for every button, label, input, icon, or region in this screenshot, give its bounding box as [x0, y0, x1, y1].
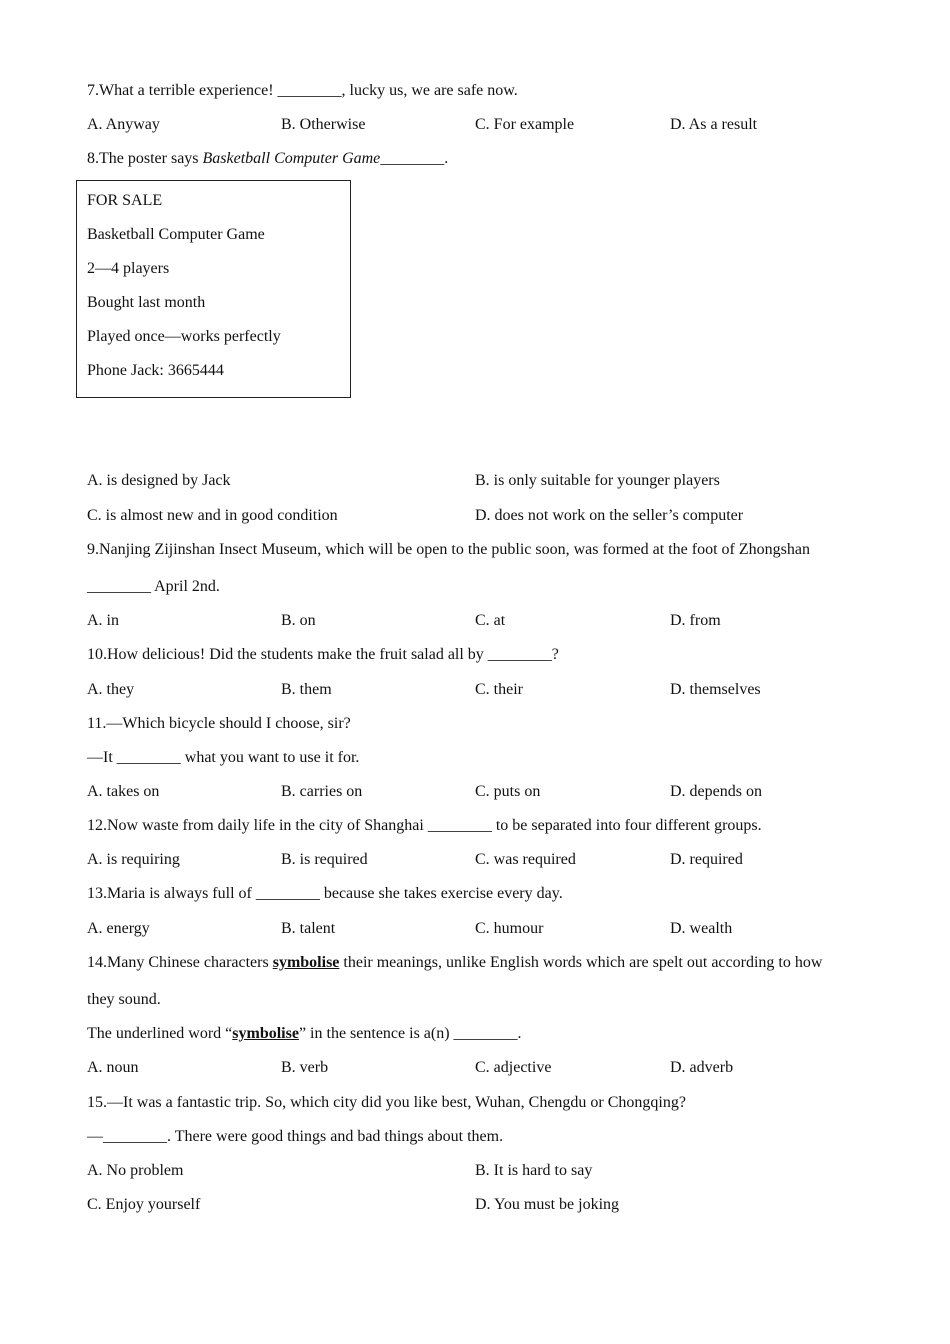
q9-option-a: A. in	[87, 612, 119, 629]
q8-option-b: B. is only suitable for younger players	[475, 472, 720, 489]
q7-option-c: C. For example	[475, 116, 575, 133]
q14-stem-post: their meanings, unlike English words which are spelt out according to how	[339, 954, 823, 971]
q11-option-a: A. takes on	[87, 783, 160, 800]
q8-stem-italic: Basketball Computer Game	[202, 150, 381, 167]
poster-line: FOR SALE	[87, 192, 163, 209]
q13-option-d: D. wealth	[670, 920, 733, 937]
question-14-stem-2: they sound.	[87, 991, 161, 1008]
q9-option-c: C. at	[475, 612, 506, 629]
q14-question-pre: The underlined word “	[87, 1025, 233, 1042]
poster-line: Basketball Computer Game	[87, 226, 265, 243]
q14-question-post: ” in the sentence is a(n) ________.	[298, 1025, 522, 1042]
poster-line: Played once—works perfectly	[87, 328, 281, 345]
q15-option-b: B. It is hard to say	[475, 1162, 593, 1179]
poster-line: 2—4 players	[87, 260, 170, 277]
question-10-stem: 10.How delicious! Did the students make the fruit salad all by ________?	[87, 646, 559, 663]
question-11-stem-2: —It ________ what you want to use it for.	[87, 749, 360, 766]
question-15-stem-2: —________. There were good things and bad things about them.	[87, 1128, 504, 1145]
q9-option-b: B. on	[281, 612, 316, 629]
q14-option-d: D. adverb	[670, 1059, 734, 1076]
q14-stem-pre: 14.Many Chinese characters	[87, 954, 273, 971]
question-12-stem: 12.Now waste from daily life in the city of Shanghai ________ to be separated into four different groups.	[87, 817, 762, 834]
for-sale-poster	[76, 180, 351, 398]
question-14-question	[87, 1024, 522, 1044]
q12-option-b: B. is required	[281, 851, 368, 868]
poster-line: Bought last month	[87, 294, 206, 311]
q13-option-a: A. energy	[87, 920, 150, 937]
question-7-stem: 7.What a terrible experience! ________, lucky us, we are safe now.	[87, 82, 518, 99]
q15-option-a: A. No problem	[87, 1162, 184, 1179]
question-15-stem: 15.—It was a fantastic trip. So, which city did you like best, Wuhan, Chengdu or Chongqing?	[87, 1094, 686, 1111]
q14-option-c: C. adjective	[475, 1059, 552, 1076]
q14-question-word: symbolise	[232, 1025, 299, 1042]
q10-option-b: B. them	[281, 681, 332, 698]
q14-option-b: B. verb	[281, 1059, 329, 1076]
q10-option-d: D. themselves	[670, 681, 761, 698]
q10-option-a: A. they	[87, 681, 135, 698]
q9-option-d: D. from	[670, 612, 721, 629]
q8-option-c: C. is almost new and in good condition	[87, 507, 338, 524]
q13-option-c: C. humour	[475, 920, 544, 937]
poster-line: Phone Jack: 3665444	[87, 362, 224, 379]
q15-option-d: D. You must be joking	[475, 1196, 620, 1213]
q13-option-b: B. talent	[281, 920, 336, 937]
question-9-stem: 9.Nanjing Zijinshan Insect Museum, which will be open to the public soon, was formed at the foot of Zhongshan	[87, 541, 810, 558]
q8-option-a: A. is designed by Jack	[87, 472, 231, 489]
q11-option-c: C. puts on	[475, 783, 541, 800]
question-13-stem: 13.Maria is always full of ________ because she takes exercise every day.	[87, 885, 563, 902]
q8-stem-post: ________.	[380, 150, 449, 167]
q8-stem-pre: 8.The poster says	[87, 150, 203, 167]
q7-option-d: D. As a result	[670, 116, 758, 133]
q11-option-b: B. carries on	[281, 783, 363, 800]
q11-option-d: D. depends on	[670, 783, 762, 800]
question-9-stem-2: ________ April 2nd.	[87, 578, 220, 595]
q12-option-a: A. is requiring	[87, 851, 180, 868]
q15-option-c: C. Enjoy yourself	[87, 1196, 201, 1213]
question-11-stem: 11.—Which bicycle should I choose, sir?	[87, 715, 351, 732]
q7-option-b: B. Otherwise	[281, 116, 366, 133]
q8-option-d: D. does not work on the seller’s computer	[475, 507, 744, 524]
q7-option-a: A. Anyway	[87, 116, 160, 133]
question-14-stem	[87, 953, 822, 973]
q12-option-c: C. was required	[475, 851, 576, 868]
question-8-stem	[87, 149, 448, 169]
q12-option-d: D. required	[670, 851, 743, 868]
q10-option-c: C. their	[475, 681, 523, 698]
q14-option-a: A. noun	[87, 1059, 139, 1076]
q14-underlined-word: symbolise	[272, 954, 340, 971]
